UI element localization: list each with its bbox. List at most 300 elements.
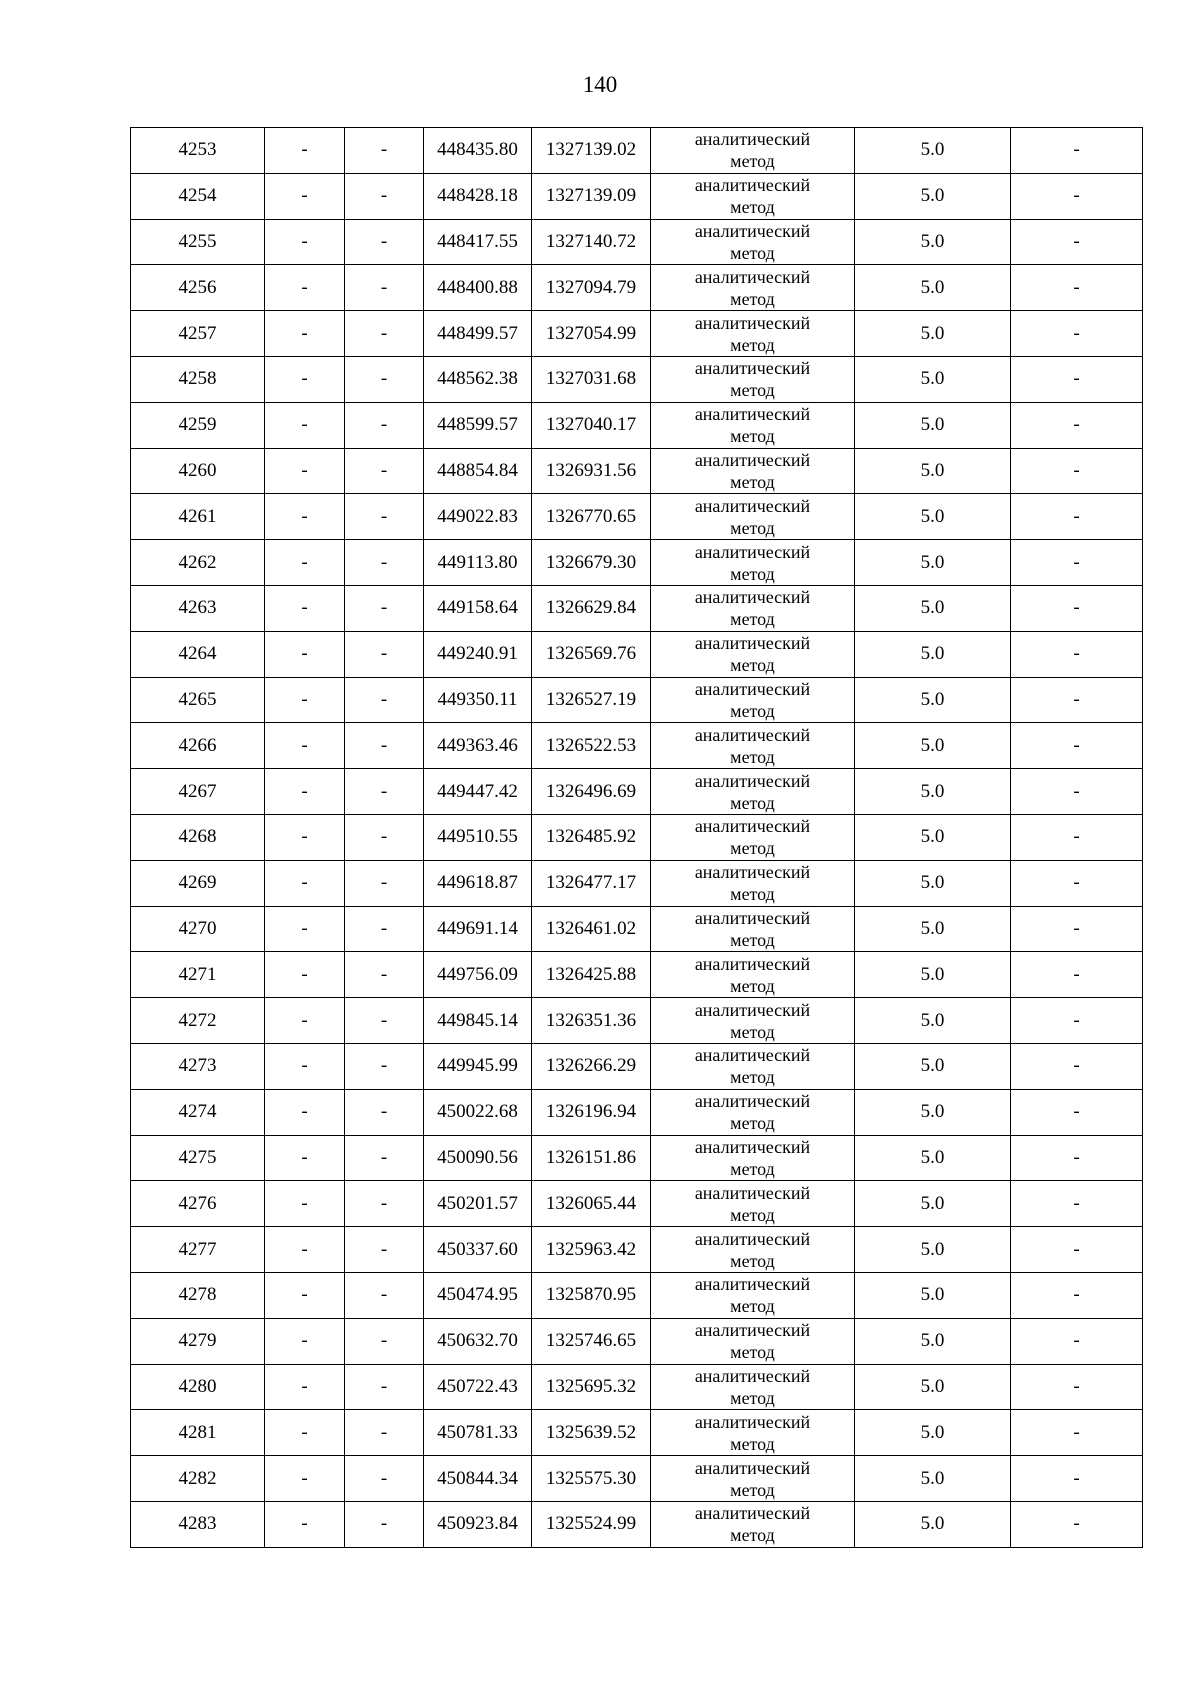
empty-value-cell: - [265,265,345,311]
empty-value-cell: - [345,1272,424,1318]
method-line2: метод [730,975,775,996]
table-row [131,1410,1143,1456]
y-coordinate-cell: 1326351.36 [532,998,651,1044]
table-row [131,311,1143,357]
x-coordinate-cell: 450844.34 [424,1456,532,1502]
x-coordinate-cell: 449240.91 [424,631,532,677]
y-coordinate-cell: 1326522.53 [532,723,651,769]
empty-value-cell: - [345,494,424,540]
empty-value-cell: - [345,1318,424,1364]
method-cell [651,677,855,723]
empty-value-cell: - [345,585,424,631]
accuracy-cell: 5.0 [855,219,1011,265]
accuracy-cell: 5.0 [855,356,1011,402]
empty-value-cell: - [265,494,345,540]
method-line1: аналитический [694,999,811,1020]
empty-value-cell: - [345,998,424,1044]
empty-value-cell: - [345,173,424,219]
x-coordinate-cell: 449618.87 [424,860,532,906]
empty-value-cell: - [345,814,424,860]
method-line2: метод [730,1387,775,1408]
point-number-cell: 4260 [131,448,265,494]
point-number-cell: 4255 [131,219,265,265]
accuracy-cell: 5.0 [855,998,1011,1044]
method-line1: аналитический [694,1365,811,1386]
table-row [131,1043,1143,1089]
accuracy-cell: 5.0 [855,631,1011,677]
empty-value-cell: - [265,860,345,906]
empty-value-cell: - [265,219,345,265]
y-coordinate-cell: 1326770.65 [532,494,651,540]
x-coordinate-cell: 450632.70 [424,1318,532,1364]
point-number-cell: 4264 [131,631,265,677]
description-cell: - [1011,814,1143,860]
method-line1: аналитический [694,449,811,470]
table-row [131,1227,1143,1273]
description-cell: - [1011,1135,1143,1181]
y-coordinate-cell: 1325524.99 [532,1501,651,1547]
method-line2: метод [730,1342,775,1363]
empty-value-cell: - [345,906,424,952]
table-row [131,219,1143,265]
empty-value-cell: - [345,1043,424,1089]
method-line2: метод [730,1433,775,1454]
x-coordinate-cell: 449510.55 [424,814,532,860]
table-row [131,1501,1143,1547]
y-coordinate-cell: 1325746.65 [532,1318,651,1364]
empty-value-cell: - [265,1501,345,1547]
accuracy-cell: 5.0 [855,173,1011,219]
accuracy-cell: 5.0 [855,1043,1011,1089]
method-line2: метод [730,1113,775,1134]
point-number-cell: 4257 [131,311,265,357]
description-cell: - [1011,860,1143,906]
accuracy-cell: 5.0 [855,952,1011,998]
y-coordinate-cell: 1327031.68 [532,356,651,402]
x-coordinate-cell: 448499.57 [424,311,532,357]
method-cell [651,631,855,677]
method-line2: метод [730,334,775,355]
method-cell [651,448,855,494]
y-coordinate-cell: 1325963.42 [532,1227,651,1273]
table-row [131,356,1143,402]
accuracy-cell: 5.0 [855,1456,1011,1502]
accuracy-cell: 5.0 [855,769,1011,815]
y-coordinate-cell: 1326629.84 [532,585,651,631]
table-row [131,952,1143,998]
method-line2: метод [730,792,775,813]
y-coordinate-cell: 1326679.30 [532,540,651,586]
empty-value-cell: - [345,1364,424,1410]
method-line1: аналитический [694,770,811,791]
empty-value-cell: - [345,1135,424,1181]
point-number-cell: 4281 [131,1410,265,1456]
description-cell: - [1011,402,1143,448]
x-coordinate-cell: 448400.88 [424,265,532,311]
empty-value-cell: - [265,769,345,815]
empty-value-cell: - [345,311,424,357]
empty-value-cell: - [265,1318,345,1364]
y-coordinate-cell: 1326151.86 [532,1135,651,1181]
point-number-cell: 4258 [131,356,265,402]
method-line2: метод [730,242,775,263]
empty-value-cell: - [345,631,424,677]
description-cell: - [1011,173,1143,219]
point-number-cell: 4271 [131,952,265,998]
method-line2: метод [730,700,775,721]
x-coordinate-cell: 450722.43 [424,1364,532,1410]
method-line1: аналитический [694,1182,811,1203]
method-line2: метод [730,426,775,447]
description-cell: - [1011,1043,1143,1089]
x-coordinate-cell: 450337.60 [424,1227,532,1273]
method-cell [651,540,855,586]
table-row [131,1272,1143,1318]
table-row [131,1181,1143,1227]
y-coordinate-cell: 1326931.56 [532,448,651,494]
table-row [131,1456,1143,1502]
description-cell: - [1011,494,1143,540]
accuracy-cell: 5.0 [855,1227,1011,1273]
method-line1: аналитический [694,358,811,379]
point-number-cell: 4274 [131,1089,265,1135]
accuracy-cell: 5.0 [855,906,1011,952]
method-cell [651,1272,855,1318]
description-cell: - [1011,952,1143,998]
empty-value-cell: - [265,1227,345,1273]
method-line2: метод [730,838,775,859]
y-coordinate-cell: 1325870.95 [532,1272,651,1318]
point-number-cell: 4280 [131,1364,265,1410]
accuracy-cell: 5.0 [855,448,1011,494]
description-cell: - [1011,677,1143,723]
empty-value-cell: - [265,998,345,1044]
point-number-cell: 4275 [131,1135,265,1181]
description-cell: - [1011,585,1143,631]
empty-value-cell: - [345,1089,424,1135]
method-line2: метод [730,1479,775,1500]
method-line1: аналитический [694,541,811,562]
method-line1: аналитический [694,129,811,150]
empty-value-cell: - [345,128,424,174]
method-cell [651,1135,855,1181]
empty-value-cell: - [265,540,345,586]
method-line1: аналитический [694,816,811,837]
empty-value-cell: - [345,952,424,998]
x-coordinate-cell: 448417.55 [424,219,532,265]
empty-value-cell: - [265,173,345,219]
accuracy-cell: 5.0 [855,494,1011,540]
table-row [131,998,1143,1044]
method-cell [651,1364,855,1410]
y-coordinate-cell: 1325695.32 [532,1364,651,1410]
table-row [131,173,1143,219]
method-line2: метод [730,1250,775,1271]
x-coordinate-cell: 449756.09 [424,952,532,998]
y-coordinate-cell: 1327139.09 [532,173,651,219]
y-coordinate-cell: 1326065.44 [532,1181,651,1227]
description-cell: - [1011,1456,1143,1502]
method-line1: аналитический [694,1457,811,1478]
table-row [131,723,1143,769]
description-cell: - [1011,265,1143,311]
table-row [131,906,1143,952]
table-row [131,402,1143,448]
point-number-cell: 4266 [131,723,265,769]
description-cell: - [1011,1089,1143,1135]
empty-value-cell: - [265,952,345,998]
point-number-cell: 4278 [131,1272,265,1318]
method-line1: аналитический [694,1091,811,1112]
method-cell [651,311,855,357]
description-cell: - [1011,1501,1143,1547]
method-line1: аналитический [694,953,811,974]
description-cell: - [1011,906,1143,952]
empty-value-cell: - [265,356,345,402]
y-coordinate-cell: 1326496.69 [532,769,651,815]
x-coordinate-cell: 448435.80 [424,128,532,174]
y-coordinate-cell: 1326527.19 [532,677,651,723]
method-line1: аналитический [694,1411,811,1432]
empty-value-cell: - [265,128,345,174]
table-row [131,814,1143,860]
table-row [131,540,1143,586]
empty-value-cell: - [345,265,424,311]
method-line2: метод [730,197,775,218]
empty-value-cell: - [265,677,345,723]
method-cell [651,952,855,998]
method-line1: аналитический [694,1136,811,1157]
x-coordinate-cell: 448428.18 [424,173,532,219]
y-coordinate-cell: 1327139.02 [532,128,651,174]
empty-value-cell: - [265,1043,345,1089]
x-coordinate-cell: 449363.46 [424,723,532,769]
method-cell [651,1043,855,1089]
x-coordinate-cell: 449945.99 [424,1043,532,1089]
point-number-cell: 4270 [131,906,265,952]
table-row [131,631,1143,677]
accuracy-cell: 5.0 [855,128,1011,174]
method-cell [651,1227,855,1273]
description-cell: - [1011,769,1143,815]
method-line2: метод [730,929,775,950]
accuracy-cell: 5.0 [855,723,1011,769]
table-row [131,1364,1143,1410]
accuracy-cell: 5.0 [855,311,1011,357]
description-cell: - [1011,723,1143,769]
empty-value-cell: - [265,1135,345,1181]
method-line1: аналитический [694,1228,811,1249]
description-cell: - [1011,998,1143,1044]
x-coordinate-cell: 450923.84 [424,1501,532,1547]
method-cell [651,1181,855,1227]
accuracy-cell: 5.0 [855,1501,1011,1547]
point-number-cell: 4256 [131,265,265,311]
method-cell [651,1501,855,1547]
y-coordinate-cell: 1326425.88 [532,952,651,998]
accuracy-cell: 5.0 [855,1181,1011,1227]
x-coordinate-cell: 449022.83 [424,494,532,540]
method-cell [651,402,855,448]
method-cell [651,998,855,1044]
empty-value-cell: - [265,585,345,631]
empty-value-cell: - [345,1181,424,1227]
empty-value-cell: - [345,723,424,769]
point-number-cell: 4273 [131,1043,265,1089]
description-cell: - [1011,540,1143,586]
y-coordinate-cell: 1326461.02 [532,906,651,952]
x-coordinate-cell: 449691.14 [424,906,532,952]
point-number-cell: 4283 [131,1501,265,1547]
empty-value-cell: - [345,448,424,494]
method-line2: метод [730,1067,775,1088]
empty-value-cell: - [345,769,424,815]
table-body [131,128,1143,1548]
point-number-cell: 4279 [131,1318,265,1364]
description-cell: - [1011,356,1143,402]
x-coordinate-cell: 450090.56 [424,1135,532,1181]
x-coordinate-cell: 449113.80 [424,540,532,586]
point-number-cell: 4263 [131,585,265,631]
empty-value-cell: - [265,1181,345,1227]
method-line1: аналитический [694,495,811,516]
x-coordinate-cell: 448854.84 [424,448,532,494]
method-line2: метод [730,655,775,676]
empty-value-cell: - [265,631,345,677]
accuracy-cell: 5.0 [855,1410,1011,1456]
empty-value-cell: - [345,219,424,265]
description-cell: - [1011,1272,1143,1318]
x-coordinate-cell: 450474.95 [424,1272,532,1318]
accuracy-cell: 5.0 [855,265,1011,311]
x-coordinate-cell: 449845.14 [424,998,532,1044]
method-line1: аналитический [694,724,811,745]
method-line1: аналитический [694,587,811,608]
method-cell [651,173,855,219]
method-line1: аналитический [694,266,811,287]
y-coordinate-cell: 1326569.76 [532,631,651,677]
y-coordinate-cell: 1326196.94 [532,1089,651,1135]
method-cell [651,265,855,311]
method-line2: метод [730,471,775,492]
point-number-cell: 4261 [131,494,265,540]
method-cell [651,1089,855,1135]
method-cell [651,128,855,174]
point-number-cell: 4277 [131,1227,265,1273]
y-coordinate-cell: 1326477.17 [532,860,651,906]
method-line2: метод [730,609,775,630]
x-coordinate-cell: 449447.42 [424,769,532,815]
empty-value-cell: - [345,402,424,448]
y-coordinate-cell: 1327140.72 [532,219,651,265]
method-cell [651,1410,855,1456]
y-coordinate-cell: 1325575.30 [532,1456,651,1502]
empty-value-cell: - [265,814,345,860]
description-cell: - [1011,219,1143,265]
method-cell [651,494,855,540]
description-cell: - [1011,1410,1143,1456]
y-coordinate-cell: 1327094.79 [532,265,651,311]
description-cell: - [1011,1227,1143,1273]
empty-value-cell: - [345,860,424,906]
empty-value-cell: - [265,1089,345,1135]
method-cell [651,860,855,906]
method-line2: метод [730,1204,775,1225]
point-number-cell: 4262 [131,540,265,586]
description-cell: - [1011,1318,1143,1364]
method-line2: метод [730,1296,775,1317]
point-number-cell: 4259 [131,402,265,448]
description-cell: - [1011,631,1143,677]
accuracy-cell: 5.0 [855,1364,1011,1410]
empty-value-cell: - [345,1501,424,1547]
point-number-cell: 4254 [131,173,265,219]
table-row [131,265,1143,311]
method-line2: метод [730,517,775,538]
x-coordinate-cell: 450781.33 [424,1410,532,1456]
description-cell: - [1011,1181,1143,1227]
accuracy-cell: 5.0 [855,1135,1011,1181]
method-line2: метод [730,151,775,172]
method-cell [651,769,855,815]
x-coordinate-cell: 448599.57 [424,402,532,448]
empty-value-cell: - [345,1227,424,1273]
empty-value-cell: - [265,1364,345,1410]
empty-value-cell: - [345,1456,424,1502]
point-number-cell: 4268 [131,814,265,860]
method-line1: аналитический [694,220,811,241]
empty-value-cell: - [265,906,345,952]
table-row [131,677,1143,723]
method-cell [651,1318,855,1364]
coordinates-table [130,127,1143,1548]
empty-value-cell: - [265,1456,345,1502]
method-line2: метод [730,1021,775,1042]
method-line1: аналитический [694,404,811,425]
empty-value-cell: - [265,1272,345,1318]
empty-value-cell: - [345,1410,424,1456]
table-row [131,1318,1143,1364]
accuracy-cell: 5.0 [855,860,1011,906]
empty-value-cell: - [265,1410,345,1456]
method-line2: метод [730,746,775,767]
table-row [131,1135,1143,1181]
table-row [131,448,1143,494]
method-line1: аналитический [694,312,811,333]
table-row [131,860,1143,906]
point-number-cell: 4282 [131,1456,265,1502]
description-cell: - [1011,128,1143,174]
x-coordinate-cell: 449350.11 [424,677,532,723]
method-cell [651,814,855,860]
accuracy-cell: 5.0 [855,402,1011,448]
y-coordinate-cell: 1327054.99 [532,311,651,357]
table-row [131,769,1143,815]
accuracy-cell: 5.0 [855,1318,1011,1364]
description-cell: - [1011,448,1143,494]
method-line1: аналитический [694,1503,811,1524]
method-line1: аналитический [694,862,811,883]
y-coordinate-cell: 1326266.29 [532,1043,651,1089]
empty-value-cell: - [265,311,345,357]
page-number: 140 [582,72,618,97]
method-cell [651,1456,855,1502]
method-cell [651,585,855,631]
accuracy-cell: 5.0 [855,1089,1011,1135]
point-number-cell: 4276 [131,1181,265,1227]
method-line2: метод [730,1158,775,1179]
method-line1: аналитический [694,907,811,928]
